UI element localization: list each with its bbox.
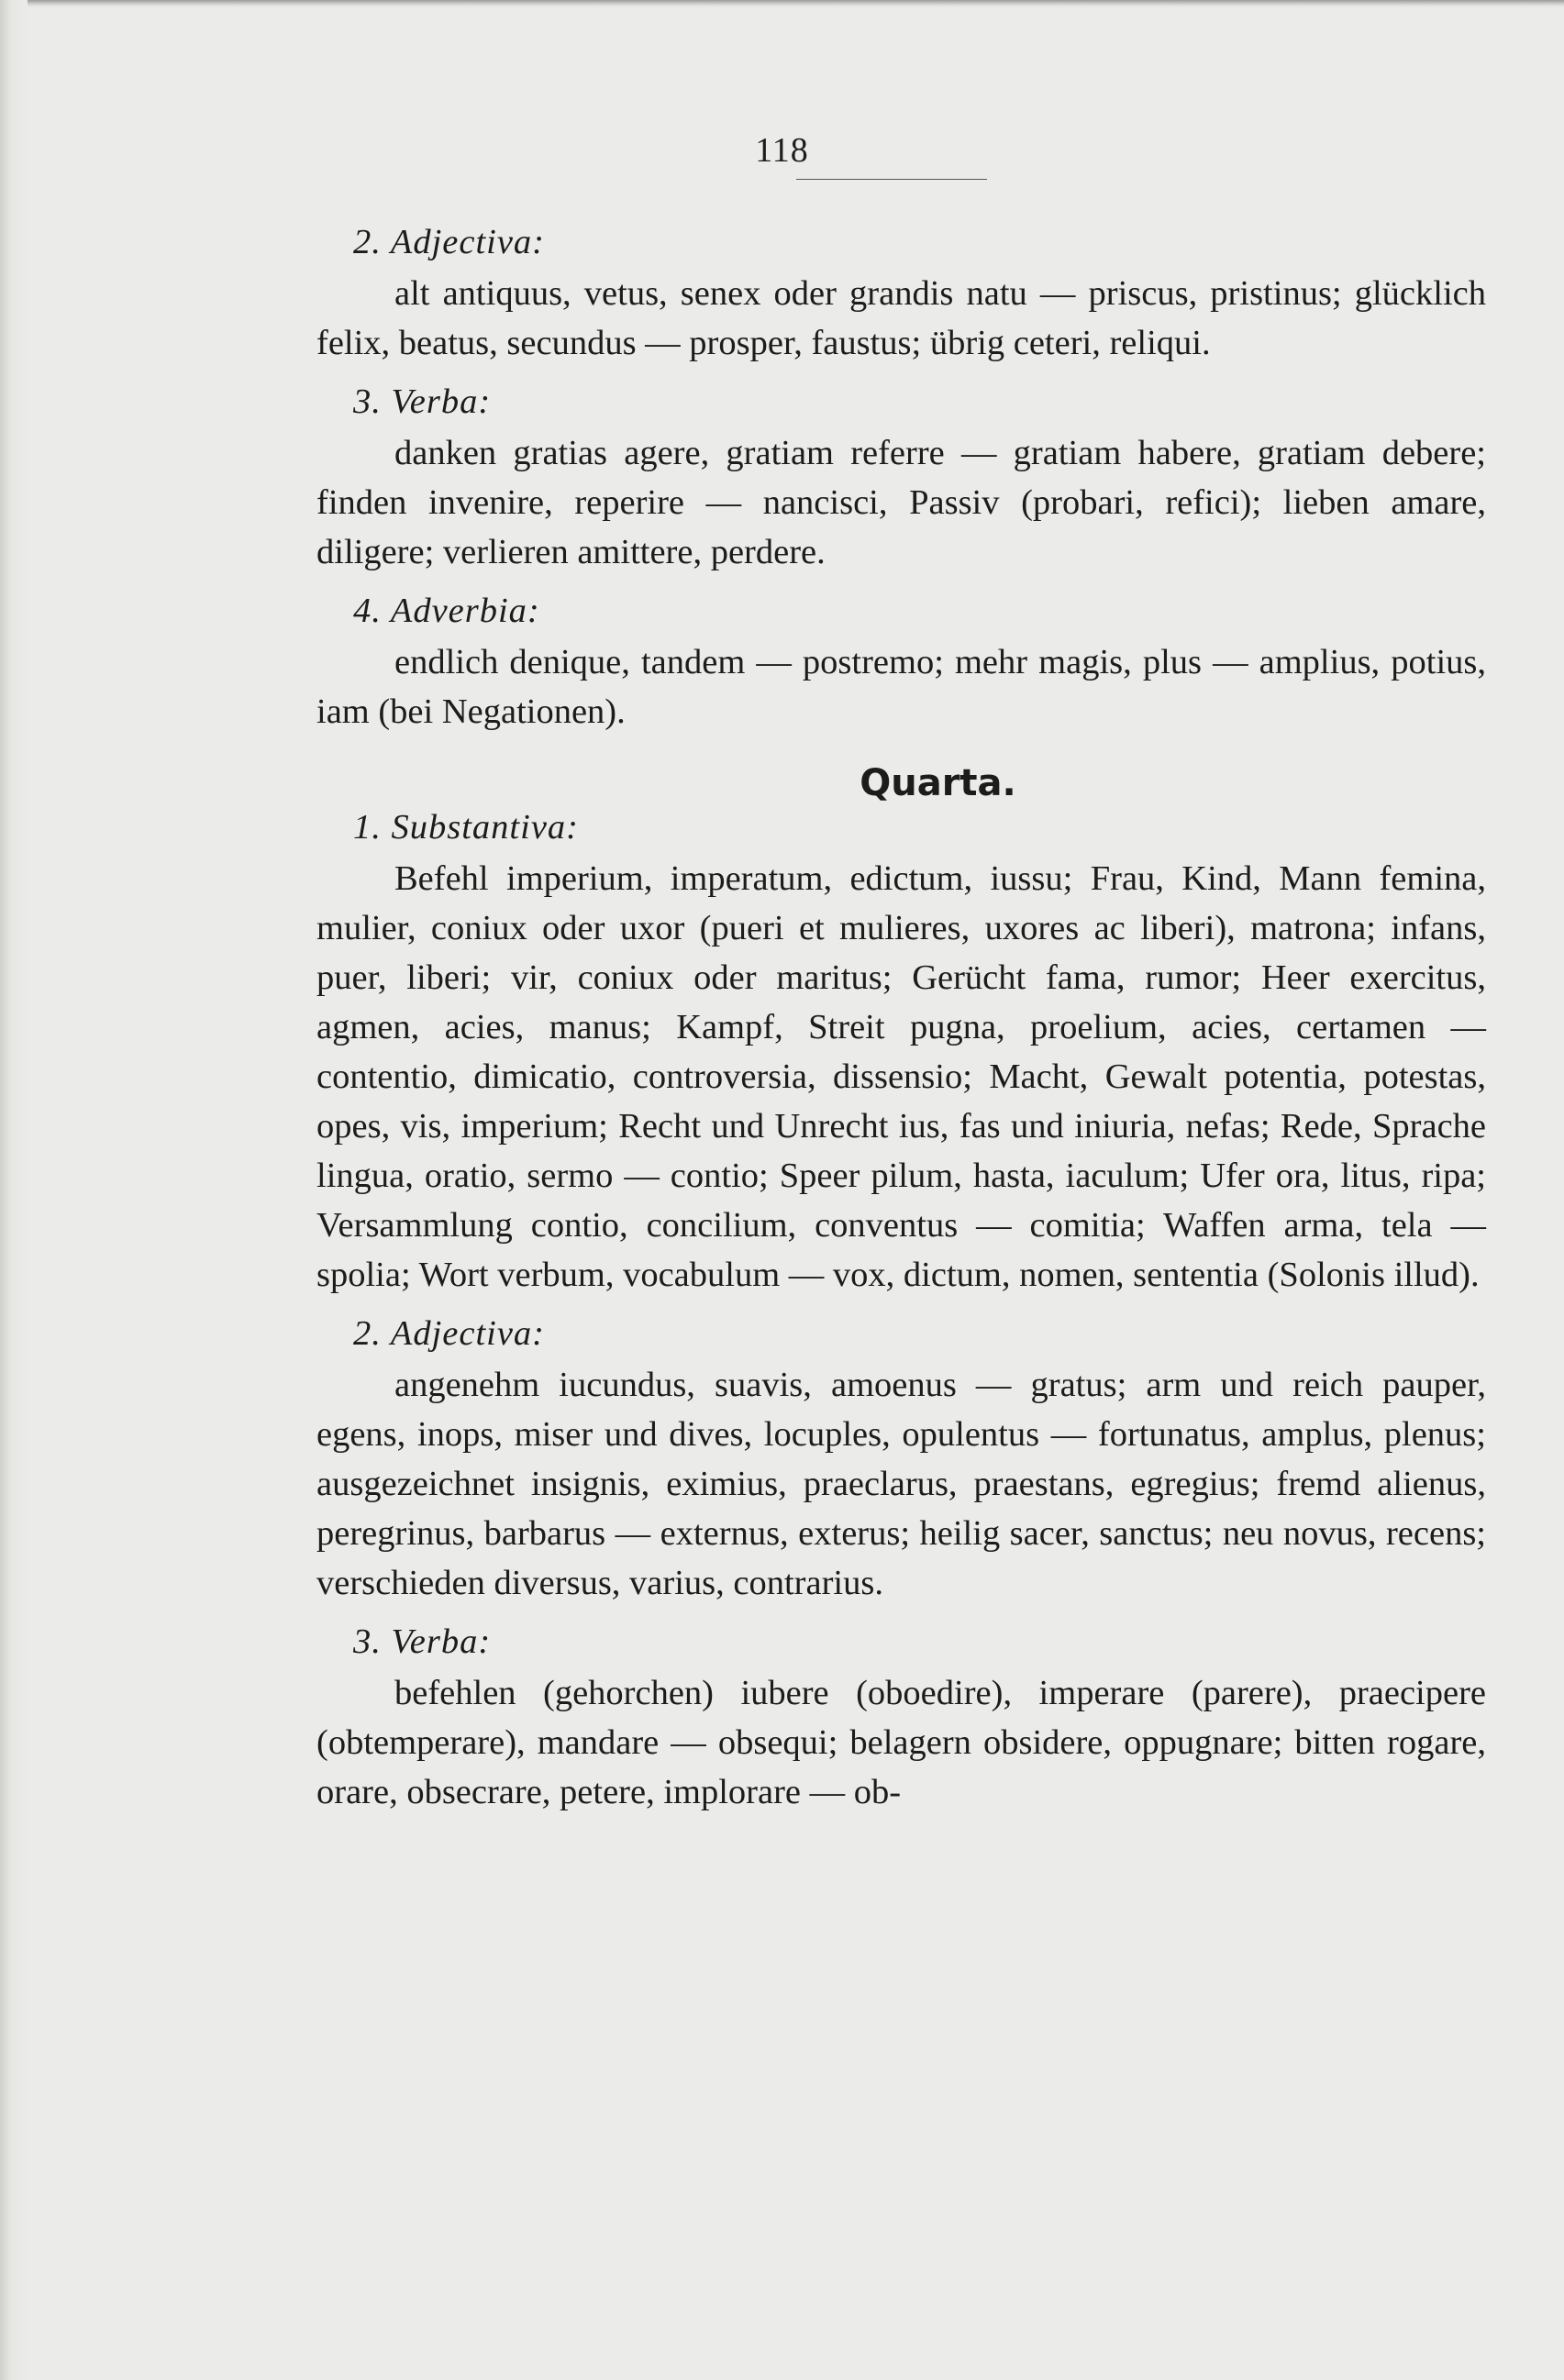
quarta-heading-adjectiva: 2. Adjectiva: — [353, 1314, 545, 1353]
section-heading-verba: 3. Verba: — [353, 382, 492, 421]
quarta-text-verba: befehlen (gehorchen) iubere (oboedire), imperare (parere), praecipere (obtemperare), mandare — obsequi; belagern obsidere, oppugnare; bitten rogare, orare, obsecrare, petere, implorare — ob- — [316, 1674, 1486, 1811]
page-top-edge — [0, 0, 1564, 7]
section-text-adjectiva: alt antiquus, vetus, senex oder grandis natu — priscus, pristinus; glücklich felix, beatus, secundus — prosper, faustus; übrig ceteri, reliqui. — [316, 274, 1486, 362]
quarta-heading-verba: 3. Verba: — [353, 1622, 492, 1661]
page-body — [316, 217, 1486, 1826]
section-heading-adverbia: 4. Adverbia: — [353, 592, 540, 630]
quarta-text-substantiva: Befehl imperium, imperatum, edictum, iussu; Frau, Kind, Mann femina, mulier, coniux oder uxor (pueri et mulieres, uxores ac liberi), matrona; infans, puer, liberi; vir, coniux oder maritus; Gerücht fama, rumor; Heer exercitus, agmen, acies, manus; Kampf, Streit pugna, proelium, acies, certamen — contentio, dimicatio, controversia, dissensio; Macht, Gewalt potentia, potestas, opes, vis, imperium; Recht und Unrecht ius, fas und iniuria, nefas; Rede, Sprache lingua, oratio, sermo — contio; Speer pilum, hasta, iaculum; Ufer ora, litus, ripa; Versammlung contio, concilium, conventus — comitia; Waffen arma, tela — spolia; Wort verbum, vocabulum — vox, dictum, nomen, sententia (Solonis illud). — [316, 859, 1486, 1294]
quarta-text-adjectiva: angenehm iucundus, suavis, amoenus — gratus; arm und reich pauper, egens, inops, miser und dives, locuples, opulentus — fortunatus, amplus, plenus; ausgezeichnet insignis, eximius, praeclarus, praestans, egregius; fremd alienus, peregrinus, barbarus — externus, exterus; heilig sacer, sanctus; neu novus, recens; verschieden diversus, varius, contrarius. — [316, 1366, 1486, 1602]
quarta-heading-substantiva: 1. Substantiva: — [353, 808, 579, 847]
page-number: 118 — [755, 131, 809, 170]
section-text-verba: danken gratias agere, gratiam referre — gratiam habere, gratiam debere; finden invenire, reperire — nancisci, Passiv (probari, refici); lieben amare, diligere; verlieren amittere, perdere. — [316, 434, 1486, 571]
section-text-adverbia: endlich denique, tandem — postremo; mehr magis, plus — amplius, potius, iam (bei Negationen). — [316, 643, 1486, 731]
quarta-title: Quarta. — [860, 762, 1016, 804]
section-heading-adjectiva: 2. Adjectiva: — [353, 223, 545, 261]
page-number-rule — [796, 179, 987, 180]
page-binding-edge — [0, 0, 28, 2380]
